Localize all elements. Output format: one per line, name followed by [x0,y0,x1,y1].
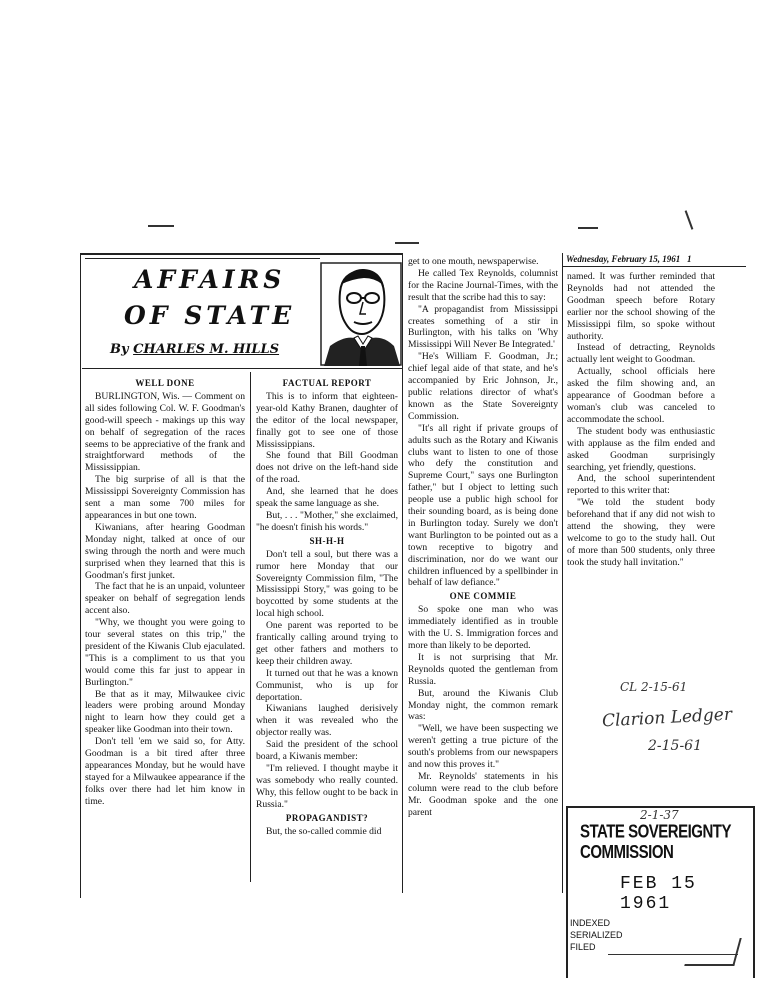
paragraph: "I'm relieved. I thought maybe it was somebody who really counted. Why, this fellow ought to be back in Russia." [256,763,398,810]
paragraph: One parent was reported to be frantically calling around trying to get other fathers and mothers to keep their children away. [256,620,398,667]
paragraph: She found that Bill Goodman does not drive on the left-hand side of the road. [256,450,398,486]
paragraph: The big surprise of all is that the Mississippi Sovereignty Commission has sent a man some 700 miles for appearances in but one town. [85,474,245,521]
handwritten-note: 2-1-37 [640,808,679,822]
paragraph: So spoke one man who was immediately identified as in trouble with the U. S. Immigration forces and more than likely to be deported. [408,604,558,651]
paragraph: Kiwanians laughed derisively when it was revealed who the objector really was. [256,703,398,739]
scan-mark [148,225,174,227]
heading-factual-report: FACTUAL REPORT [282,378,372,388]
top-rule [85,258,320,259]
paragraph: Actually, school officials here asked the film showing and, an appearance of Goodman before a woman's club was canceled to accommodate the school. [567,366,715,425]
paragraph: The student body was enthusiastic with applause as the film ended and asked Goodman surprisingly searching, yet friendly, questions. [567,425,715,473]
paragraph: The fact that he is an unpaid, volunteer speaker on behalf of segregation lends accent also. [85,581,245,617]
stamp-field-indexed: INDEXED [570,918,611,928]
heading-propagandist: PROPAGANDIST? [285,812,369,823]
byline-author: CHARLES M. HILLS [133,342,280,357]
dateline-text: Wednesday, February 15, 1961 [566,254,681,264]
handwritten-note: 2-15-61 [648,738,702,754]
commission-stamp [566,806,755,978]
paragraph: It turned out that he was a known Communist, who is up for deportation. [256,667,398,703]
paragraph: Be that as it may, Milwaukee civic leaders were probing around Monday night to learn how they could get a speaker like Goodman into their town. [85,688,245,736]
stamp-initials [684,938,742,966]
masthead-title-line1: AFFAIRS [134,265,286,294]
heading-sh-h-h: SH-H-H [309,535,345,546]
paragraph: And, she learned that he does speak the same language as she. [256,486,398,510]
paragraph: Don't tell a soul, but there was a rumor here Monday that our Sovereignty Commission film, "The Mississippi Story," was going to be boycotted by some students at the local high school. [256,548,398,620]
heading-well-done: WELL DONE [135,378,195,388]
scan-mark [578,227,598,229]
paragraph: BURLINGTON, Wis. — Comment on all sides following Col. W. F. Goodman's good-will speech - makings up this way on behalf of segregation of the races seems to be appreciative of the frank and straightforward methods of the Mississippian. [85,390,245,474]
paragraph: He called Tex Reynolds, columnist for the Racine Journal-Times, with the result that the scribe had this to say: [408,267,558,303]
handwritten-note: Clarion Ledger [601,704,733,732]
paragraph: And, the school superintendent reported to this writer that: [567,473,715,497]
paragraph: "He's William F. Goodman, Jr.; chief legal aide of that state, and he's accompanied by Eric Johnson, Jr., public relations director of what's known as the State Sovereignty Commission. [408,351,558,422]
handwritten-note: CL 2-15-61 [620,680,688,694]
author-portrait [320,262,402,366]
paragraph: named. It was further reminded that Reynolds had not attended the Goodman speech before Rotary earlier nor the school showing of the Mississippi film, so spoke without authority. [567,271,715,342]
paragraph: This is to inform that eighteen-year-old Kathy Branen, daughter of the editor of the local newspaper, finally got to see one of those Mississippians. [256,390,398,450]
heading-one-commie: ONE COMMIE [449,591,517,602]
column-2 [256,376,398,837]
paragraph: Said the president of the school board, a Kiwanis member: [256,739,398,763]
column-rule [402,253,403,893]
byline-by: By [110,342,129,357]
column-4 [567,271,715,569]
column-rule [562,253,563,893]
paragraph: "A propagandist from Mississippi creates something of a stir in Burlington, with his talks on 'Why Mississippi Will Never Be Integrated.' [408,303,558,351]
page-number: 1 [687,254,692,264]
left-rule [80,253,81,898]
masthead [88,265,313,365]
masthead-rule [82,368,402,369]
stamp-field-serialized: SERIALIZED [570,930,623,940]
byline [110,342,279,357]
stamp-date: FEB 15 1961 [620,874,697,914]
column-3 [408,256,558,819]
paragraph: But, around the Kiwanis Club Monday night, the common remark was: [408,687,558,723]
paragraph: "Well, we have been suspecting we weren't getting a true picture of the south's problems from our newspapers and now this proves it." [408,723,558,771]
paragraph: "It's all right if private groups of adults such as the Rotary and Kiwanis clubs want to listen to one of those who defy the constitution and Supreme Court," says one Burlington father," but I object to letting such people use a public high school for their sounding board, as is being done in Burlington today. Surely we don't want Burlington to be pointed out as a town receptive to bigotry and discrimination, nor do we want our children influenced by a spellbinder in behalf of law defiance." [408,422,558,589]
dateline [566,254,692,264]
paragraph: "We told the student body beforehand that if any did not wish to attend the showing, they were welcome to go to the study hall. Out of more than 500 students, only three took the study hall invitation." [567,497,715,568]
paragraph: "Why, we thought you were going to tour several states on this trip," the president of the Kiwanis Club ejaculated. "This is a compliment to us that you would come this far just to appear in Burlington." [85,617,245,688]
scan-mark [395,242,419,244]
paragraph: It is not surprising that Mr. Reynolds quoted the gentleman from Russia. [408,651,558,687]
paragraph: Instead of detracting, Reynolds actually lent weight to Goodman. [567,342,715,366]
date-rule [562,266,746,267]
stamp-title: STATE SOVEREIGNTY COMMISSION [580,822,731,863]
column-1 [85,376,245,808]
top-rule [80,253,402,255]
paragraph: Don't tell 'em we said so, for Atty. Goodman is a bit tired after three appearances Monday, but he would have stayed for a Milwaukee appearance if the folks over there had let him know in time. [85,736,245,807]
paragraph: get to one mouth, newspaperwise. [408,256,539,267]
column-rule [250,372,251,882]
paragraph: But, the so-called commie did [266,825,382,837]
masthead-title-line2: OF STATE [124,301,296,330]
scan-mark [685,210,694,229]
stamp-field-filed: FILED [570,942,596,952]
paragraph: Kiwanians, after hearing Goodman Monday night, talked at once of our swing through the north and were much surprised when they learned that this is Goodman's first junket. [85,521,245,581]
paragraph: But, . . . "Mother," she exclaimed, "he doesn't finish his words." [256,509,398,533]
paragraph: Mr. Reynolds' statements in his column were read to the club before Mr. Goodman spoke and the one parent [408,770,558,818]
